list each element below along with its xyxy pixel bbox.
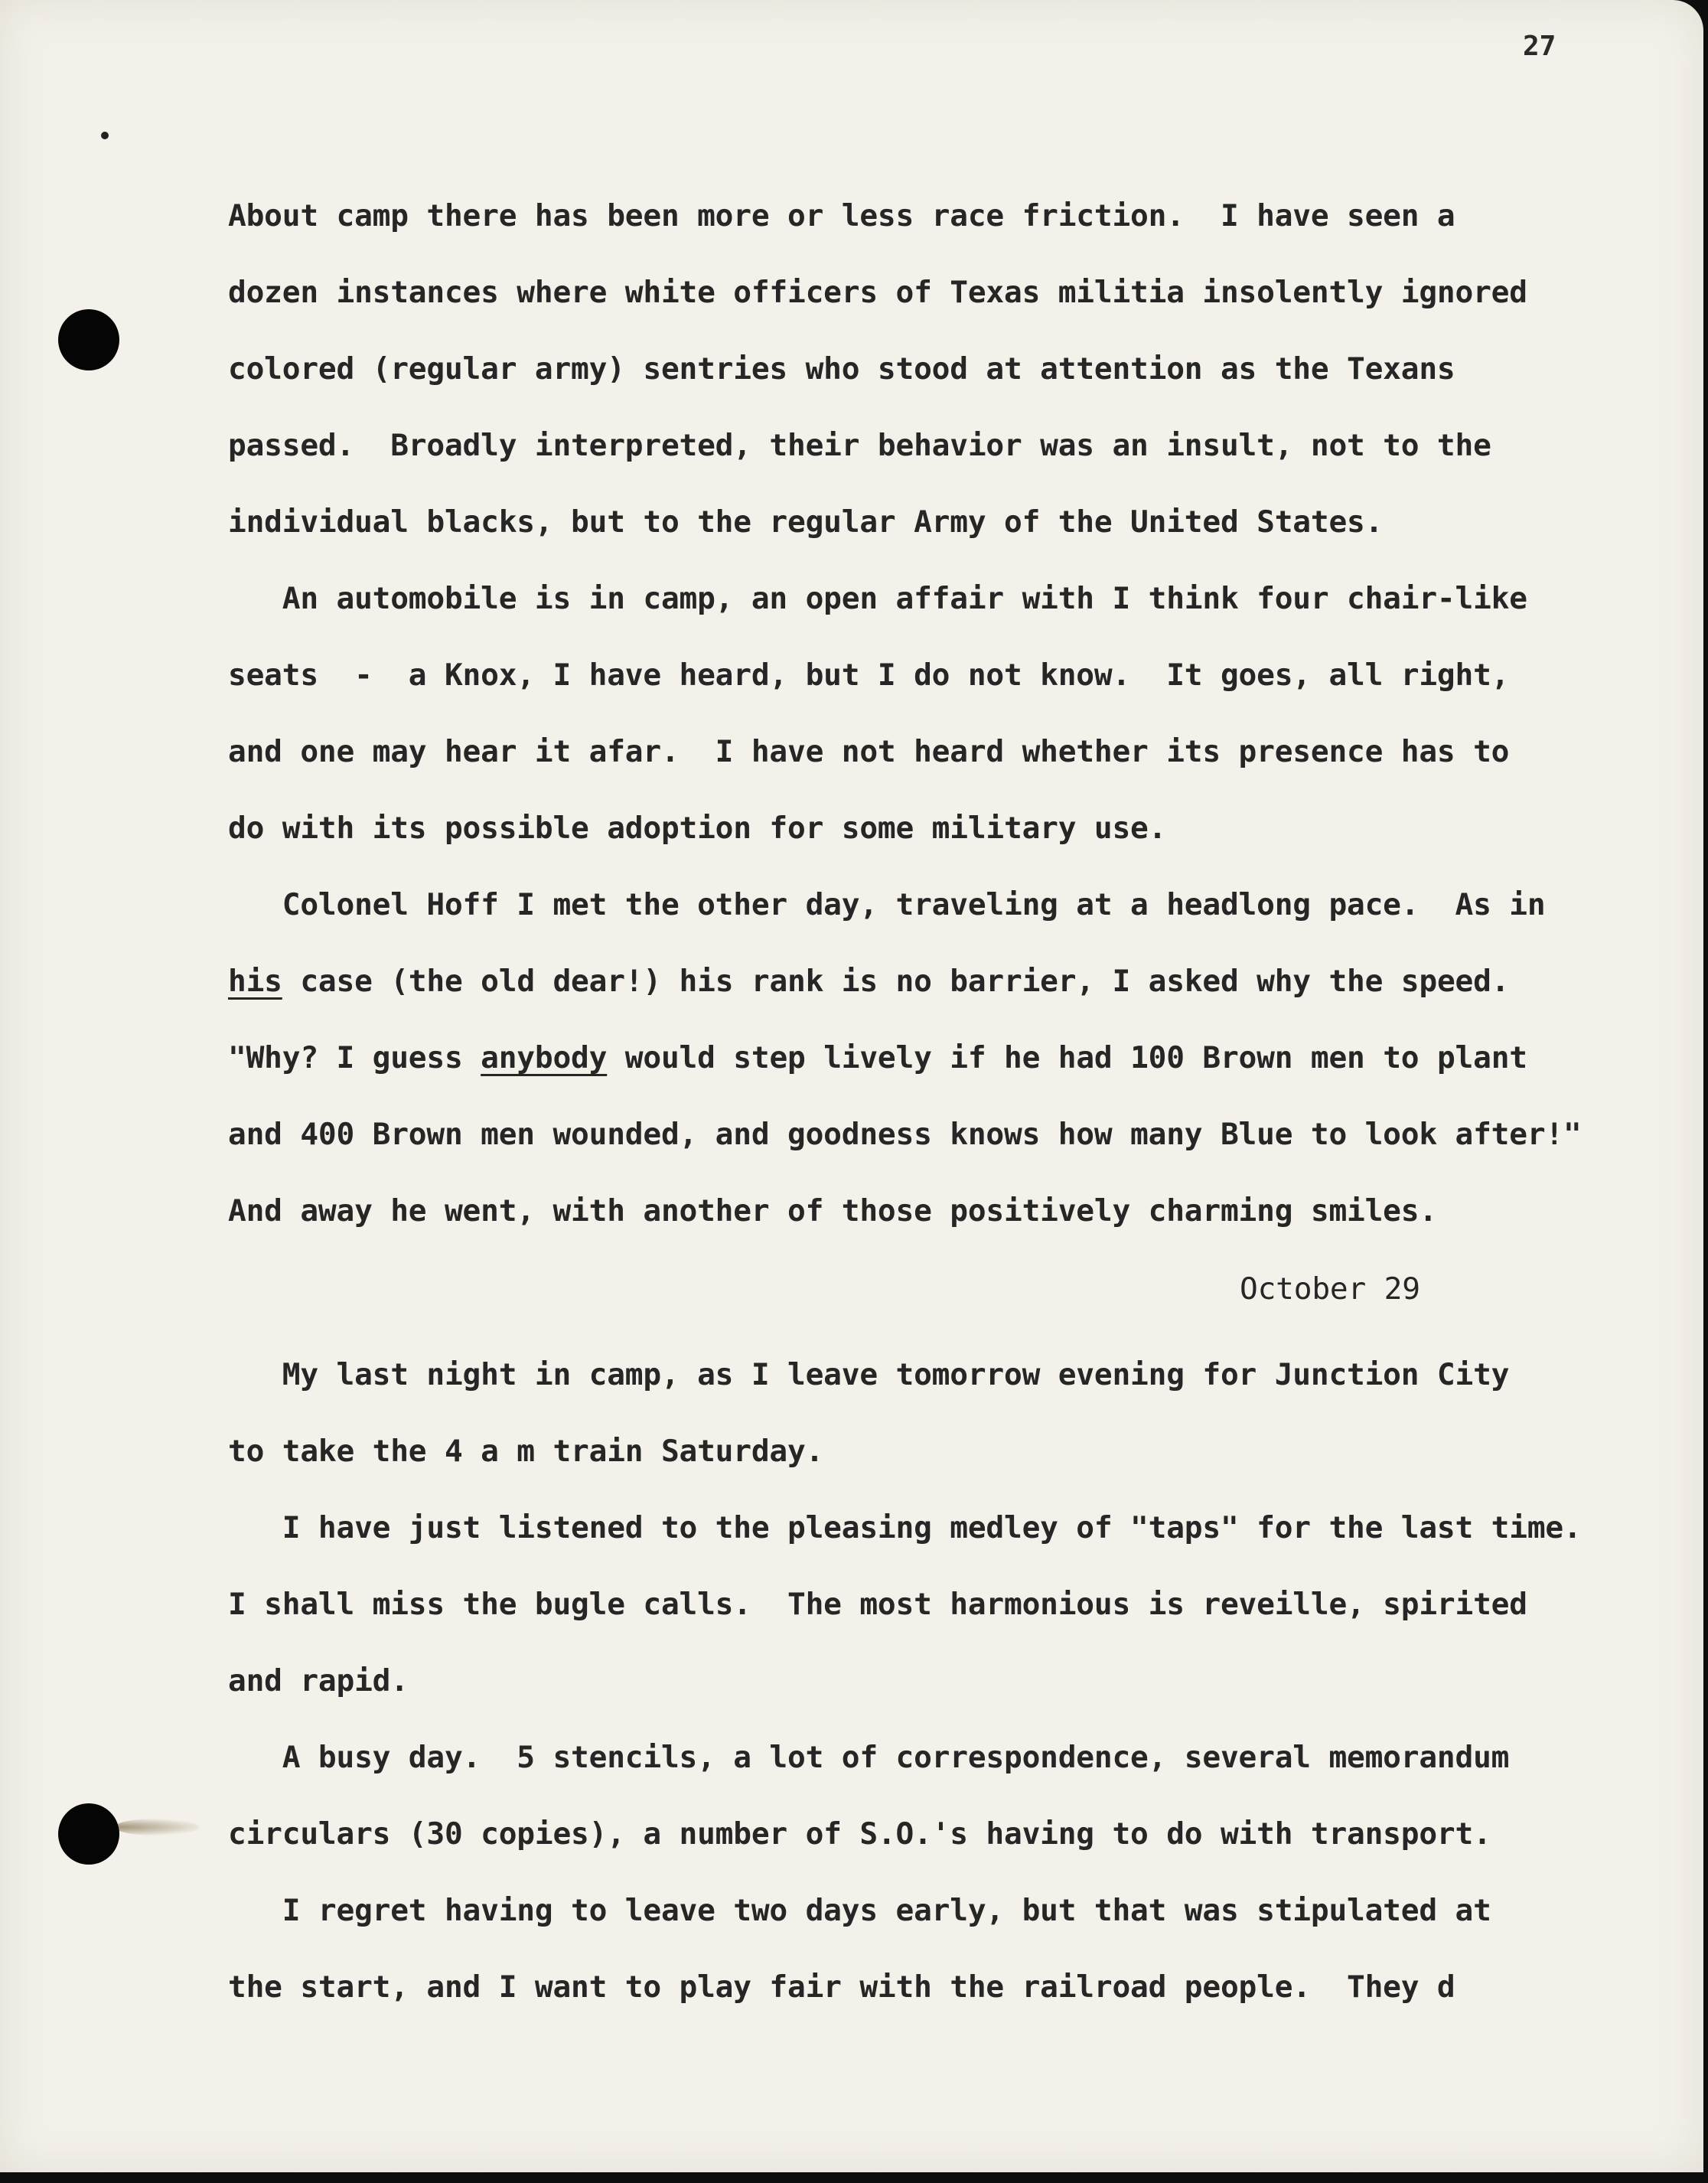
rust-stain — [115, 1819, 199, 1835]
text-line: An automobile is in camp, an open affair with I think four chair-like — [228, 581, 1527, 616]
text-line: individual blacks, but to the regular Army of the United States. — [228, 504, 1384, 540]
text-line: I have just listened to the pleasing medley of "taps" for the last time. — [228, 1510, 1582, 1545]
text-line: I regret having to leave two days early, but that was stipulated at — [228, 1893, 1491, 1928]
text-line: colored (regular army) sentries who stood at attention as the Texans — [228, 351, 1455, 387]
spacer — [228, 1329, 1667, 1336]
text-line-with-underline — [228, 943, 1667, 1020]
text-line: to take the 4 a m train Saturday. — [228, 1434, 824, 1469]
dateline: October 29 — [1240, 1271, 1420, 1307]
text-fragment: case (the old dear!) his rank is no barrier, I asked why the speed. — [300, 964, 1510, 999]
text-line: and one may hear it afar. I have not heard whether its presence has to — [228, 734, 1510, 769]
text-line: seats - a Knox, I have heard, but I do not know. It goes, all right, — [228, 658, 1510, 693]
text-line: dozen instances where white officers of Texas militia insolently ignored — [228, 275, 1527, 310]
text-line: do with its possible adoption for some military use. — [228, 811, 1167, 846]
underlined-word: his — [228, 964, 282, 999]
text-line: My last night in camp, as I leave tomorrow evening for Junction City — [228, 1357, 1510, 1392]
text-line: and rapid. — [228, 1663, 409, 1698]
text-line: passed. Broadly interpreted, their behavior was an insult, not to the — [228, 428, 1491, 463]
text-line: I shall miss the bugle calls. The most harmonious is reveille, spirited — [228, 1587, 1527, 1622]
text-line: And away he went, with another of those positively charming smiles. — [228, 1193, 1437, 1229]
text-line: A busy day. 5 stencils, a lot of correspondence, several memorandum — [228, 1740, 1510, 1775]
text-line: and 400 Brown men wounded, and goodness knows how many Blue to look after!" — [228, 1117, 1582, 1152]
text-fragment: would step lively if he had 100 Brown men to plant — [607, 1040, 1527, 1075]
body-text — [228, 178, 1667, 2025]
underlined-word: anybody — [481, 1040, 608, 1075]
text-line: Colonel Hoff I met the other day, traveling at a headlong pace. As in — [228, 887, 1546, 922]
ink-speck — [101, 132, 109, 139]
text-fragment: "Why? I guess — [228, 1040, 481, 1075]
text-line: the start, and I want to play fair with the railroad people. They d — [228, 1969, 1455, 2005]
text-line-with-underline — [228, 1020, 1667, 1096]
punch-hole-top — [58, 309, 119, 370]
punch-hole-bottom — [58, 1803, 119, 1865]
text-line: About camp there has been more or less race friction. I have seen a — [228, 198, 1455, 233]
page-number: 27 — [1523, 31, 1556, 62]
text-line: circulars (30 copies), a number of S.O.'s having to do with transport. — [228, 1816, 1491, 1852]
